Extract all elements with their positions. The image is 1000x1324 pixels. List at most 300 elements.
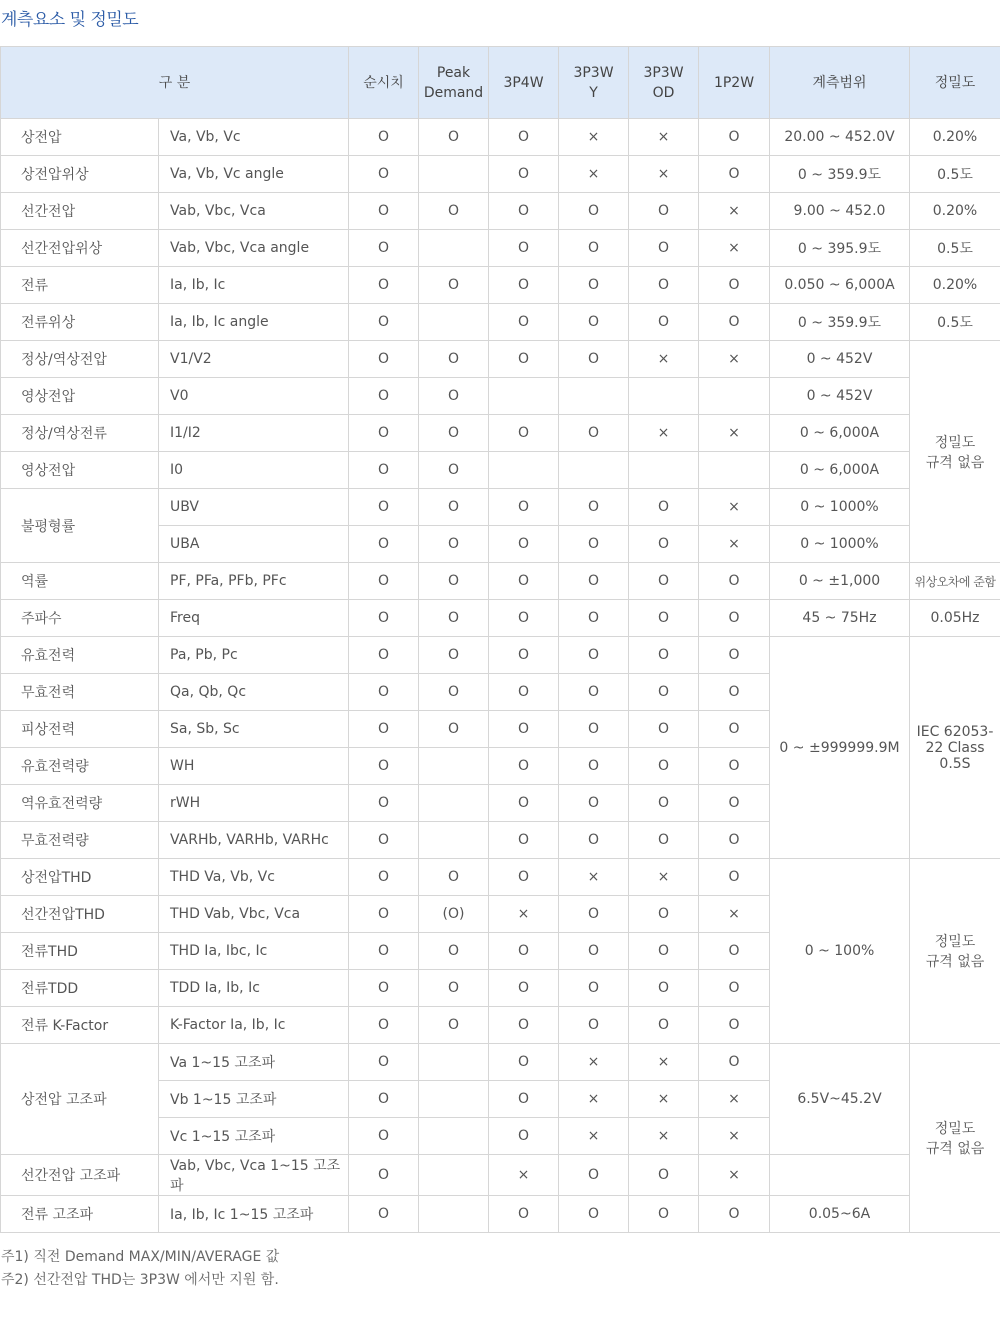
support-mark: O — [489, 637, 559, 674]
header-col: 3P3W Y — [559, 47, 629, 119]
support-mark — [629, 378, 699, 415]
row-symbol: Va, Vb, Vc — [159, 119, 349, 156]
support-mark: O — [489, 193, 559, 230]
row-name: 불평형률 — [1, 489, 159, 563]
measurement-spec-table — [0, 46, 1000, 1233]
row-symbol: THD Vab, Vbc, Vca — [159, 896, 349, 933]
table-row — [1, 267, 1000, 304]
support-mark: O — [629, 1196, 699, 1233]
support-mark: O — [699, 600, 770, 637]
support-mark: × — [629, 119, 699, 156]
support-mark: O — [419, 378, 489, 415]
support-mark: O — [559, 489, 629, 526]
support-mark: O — [629, 1007, 699, 1044]
row-name: 전류TDD — [1, 970, 159, 1007]
row-range: 0 ~ 6,000A — [770, 415, 910, 452]
support-mark: O — [489, 674, 559, 711]
support-mark: O — [349, 489, 419, 526]
support-mark: O — [489, 415, 559, 452]
row-symbol: Vab, Vbc, Vca 1~15 고조파 — [159, 1155, 349, 1196]
row-symbol: PF, PFa, PFb, PFc — [159, 563, 349, 600]
support-mark: O — [699, 119, 770, 156]
row-range: 0 ~ 1000% — [770, 489, 910, 526]
support-mark: × — [699, 230, 770, 267]
support-mark: O — [489, 119, 559, 156]
row-accuracy: 정밀도 규격 없음 — [910, 341, 1000, 563]
support-mark: O — [559, 785, 629, 822]
support-mark: O — [699, 267, 770, 304]
table-row — [1, 378, 1000, 415]
support-mark: O — [419, 674, 489, 711]
support-mark: O — [699, 637, 770, 674]
support-mark: × — [699, 415, 770, 452]
support-mark: O — [419, 600, 489, 637]
support-mark: O — [349, 415, 419, 452]
support-mark: O — [349, 563, 419, 600]
row-symbol: Va 1~15 고조파 — [159, 1044, 349, 1081]
support-mark: O — [629, 489, 699, 526]
row-name: 정상/역상전압 — [1, 341, 159, 378]
row-symbol: I0 — [159, 452, 349, 489]
support-mark: O — [629, 230, 699, 267]
support-mark: O — [559, 341, 629, 378]
row-range: 45 ~ 75Hz — [770, 600, 910, 637]
support-mark: O — [419, 489, 489, 526]
support-mark: O — [489, 526, 559, 563]
row-symbol: Vb 1~15 고조파 — [159, 1081, 349, 1118]
support-mark: O — [559, 526, 629, 563]
support-mark — [419, 822, 489, 859]
row-symbol: Vc 1~15 고조파 — [159, 1118, 349, 1155]
row-range: 9.00 ~ 452.0 — [770, 193, 910, 230]
support-mark: O — [699, 859, 770, 896]
support-mark: O — [699, 785, 770, 822]
support-mark: O — [349, 859, 419, 896]
row-accuracy: 0.20% — [910, 119, 1000, 156]
header-col: 3P3W OD — [629, 47, 699, 119]
support-mark — [559, 452, 629, 489]
support-mark: O — [629, 1155, 699, 1196]
support-mark: O — [629, 267, 699, 304]
row-symbol: UBA — [159, 526, 349, 563]
support-mark: O — [699, 674, 770, 711]
row-range: 0 ~ 1000% — [770, 526, 910, 563]
support-mark: O — [699, 1007, 770, 1044]
support-mark: O — [349, 1155, 419, 1196]
row-name: 정상/역상전류 — [1, 415, 159, 452]
support-mark: × — [629, 1081, 699, 1118]
table-header-row — [1, 47, 1000, 119]
support-mark: × — [699, 193, 770, 230]
support-mark: O — [419, 119, 489, 156]
support-mark: O — [419, 341, 489, 378]
support-mark: O — [419, 711, 489, 748]
support-mark: O — [349, 1081, 419, 1118]
support-mark: O — [489, 156, 559, 193]
support-mark: O — [349, 119, 419, 156]
support-mark: O — [629, 970, 699, 1007]
support-mark: O — [349, 1044, 419, 1081]
row-name: 상전압 고조파 — [1, 1044, 159, 1155]
support-mark: O — [629, 674, 699, 711]
row-name: 전류 K-Factor — [1, 1007, 159, 1044]
support-mark: O — [699, 304, 770, 341]
row-range: 0 ~ 452V — [770, 378, 910, 415]
support-mark: O — [629, 526, 699, 563]
row-symbol: Qa, Qb, Qc — [159, 674, 349, 711]
support-mark: O — [489, 1044, 559, 1081]
row-range: 0 ~ 359.9도 — [770, 156, 910, 193]
support-mark: O — [349, 378, 419, 415]
support-mark: O — [699, 563, 770, 600]
support-mark: O — [629, 896, 699, 933]
support-mark: O — [629, 600, 699, 637]
support-mark: O — [489, 711, 559, 748]
row-name: 주파수 — [1, 600, 159, 637]
support-mark: O — [559, 896, 629, 933]
row-name: 역유효전력량 — [1, 785, 159, 822]
row-accuracy: 정밀도 규격 없음 — [910, 1044, 1000, 1233]
support-mark: O — [349, 970, 419, 1007]
support-mark: O — [349, 711, 419, 748]
support-mark: O — [699, 711, 770, 748]
support-mark — [419, 748, 489, 785]
table-row — [1, 1155, 1000, 1196]
support-mark: O — [629, 711, 699, 748]
row-name: 전류 — [1, 267, 159, 304]
support-mark: O — [349, 1196, 419, 1233]
table-row — [1, 193, 1000, 230]
support-mark: O — [349, 156, 419, 193]
row-name: 상전압위상 — [1, 156, 159, 193]
row-name: 상전압THD — [1, 859, 159, 896]
row-symbol: I1/I2 — [159, 415, 349, 452]
support-mark: × — [699, 526, 770, 563]
support-mark — [419, 156, 489, 193]
table-row — [1, 341, 1000, 378]
support-mark: O — [699, 156, 770, 193]
row-name: 영상전압 — [1, 452, 159, 489]
row-symbol: THD Ia, Ibc, Ic — [159, 933, 349, 970]
support-mark: × — [559, 119, 629, 156]
row-range: 20.00 ~ 452.0V — [770, 119, 910, 156]
row-symbol: Sa, Sb, Sc — [159, 711, 349, 748]
row-accuracy: 0.5도 — [910, 156, 1000, 193]
header-category: 구 분 — [1, 47, 349, 119]
support-mark: O — [419, 563, 489, 600]
table-row — [1, 304, 1000, 341]
support-mark: O — [419, 933, 489, 970]
support-mark: O — [559, 637, 629, 674]
support-mark: O — [489, 933, 559, 970]
row-accuracy: 0.20% — [910, 267, 1000, 304]
support-mark: × — [559, 156, 629, 193]
support-mark: O — [419, 970, 489, 1007]
support-mark — [489, 452, 559, 489]
support-mark: O — [349, 674, 419, 711]
support-mark: O — [489, 785, 559, 822]
row-accuracy: 0.20% — [910, 193, 1000, 230]
support-mark: O — [699, 822, 770, 859]
row-symbol: VARHb, VARHb, VARHc — [159, 822, 349, 859]
support-mark — [489, 378, 559, 415]
support-mark: O — [349, 230, 419, 267]
support-mark: O — [559, 1007, 629, 1044]
row-symbol: rWH — [159, 785, 349, 822]
support-mark: O — [489, 748, 559, 785]
row-symbol: UBV — [159, 489, 349, 526]
support-mark: O — [489, 304, 559, 341]
support-mark: O — [419, 1007, 489, 1044]
row-symbol: Vab, Vbc, Vca angle — [159, 230, 349, 267]
support-mark: O — [629, 304, 699, 341]
support-mark: O — [349, 452, 419, 489]
support-mark: O — [559, 674, 629, 711]
support-mark: × — [629, 1118, 699, 1155]
header-col: 정밀도 — [910, 47, 1000, 119]
row-accuracy: 0.5도 — [910, 230, 1000, 267]
support-mark: O — [559, 933, 629, 970]
support-mark: O — [559, 230, 629, 267]
support-mark: × — [699, 1081, 770, 1118]
support-mark — [419, 1044, 489, 1081]
support-mark: (O) — [419, 896, 489, 933]
header-col: 순시치 — [349, 47, 419, 119]
row-name: 무효전력량 — [1, 822, 159, 859]
support-mark: O — [349, 748, 419, 785]
support-mark: × — [699, 489, 770, 526]
row-accuracy: 0.05Hz — [910, 600, 1000, 637]
support-mark: × — [699, 341, 770, 378]
support-mark: O — [559, 1155, 629, 1196]
support-mark: × — [489, 896, 559, 933]
support-mark: O — [629, 563, 699, 600]
support-mark: O — [489, 970, 559, 1007]
row-symbol: TDD Ia, Ib, Ic — [159, 970, 349, 1007]
page-title: 계측요소 및 정밀도 — [1, 10, 139, 30]
support-mark: O — [699, 933, 770, 970]
support-mark: O — [419, 637, 489, 674]
support-mark: O — [699, 748, 770, 785]
support-mark: O — [629, 748, 699, 785]
row-name: 피상전력 — [1, 711, 159, 748]
header-col: 3P4W — [489, 47, 559, 119]
header-col: Peak Demand — [419, 47, 489, 119]
support-mark — [419, 304, 489, 341]
row-range: 0 ~ 6,000A — [770, 452, 910, 489]
support-mark: O — [629, 637, 699, 674]
support-mark: O — [489, 489, 559, 526]
table-row — [1, 452, 1000, 489]
row-accuracy: 0.5도 — [910, 304, 1000, 341]
row-name: 유효전력 — [1, 637, 159, 674]
support-mark: O — [559, 970, 629, 1007]
support-mark: × — [699, 1155, 770, 1196]
support-mark: O — [629, 933, 699, 970]
support-mark: O — [489, 1118, 559, 1155]
support-mark — [699, 452, 770, 489]
row-range: 0.05~6A — [770, 1196, 910, 1233]
row-symbol: Ia, Ib, Ic angle — [159, 304, 349, 341]
support-mark: O — [489, 1007, 559, 1044]
row-name: 선간전압THD — [1, 896, 159, 933]
table-row — [1, 563, 1000, 600]
support-mark: × — [629, 1044, 699, 1081]
row-accuracy: IEC 62053- 22 Class 0.5S — [910, 637, 1000, 859]
table-row — [1, 230, 1000, 267]
row-name: 전류 고조파 — [1, 1196, 159, 1233]
support-mark — [419, 785, 489, 822]
support-mark: O — [489, 822, 559, 859]
support-mark: O — [349, 785, 419, 822]
support-mark: × — [699, 1118, 770, 1155]
support-mark: O — [349, 341, 419, 378]
row-range: 0.050 ~ 6,000A — [770, 267, 910, 304]
footnotes — [1, 1246, 279, 1292]
table-row — [1, 156, 1000, 193]
support-mark: O — [559, 415, 629, 452]
support-mark — [419, 230, 489, 267]
support-mark: × — [559, 1081, 629, 1118]
support-mark: O — [419, 193, 489, 230]
support-mark: O — [559, 267, 629, 304]
row-symbol: Freq — [159, 600, 349, 637]
support-mark: O — [559, 193, 629, 230]
support-mark: O — [419, 526, 489, 563]
support-mark: O — [489, 1196, 559, 1233]
row-symbol: V0 — [159, 378, 349, 415]
support-mark: O — [489, 230, 559, 267]
header-col: 1P2W — [699, 47, 770, 119]
row-range: 0 ~ 100% — [770, 859, 910, 1044]
support-mark: × — [629, 415, 699, 452]
support-mark: O — [349, 1118, 419, 1155]
support-mark: O — [489, 563, 559, 600]
support-mark: × — [559, 1044, 629, 1081]
support-mark: O — [559, 563, 629, 600]
support-mark: O — [419, 452, 489, 489]
row-name: 무효전력 — [1, 674, 159, 711]
row-symbol: WH — [159, 748, 349, 785]
support-mark: O — [489, 341, 559, 378]
support-mark — [629, 452, 699, 489]
footnote: 주2) 선간전압 THD는 3P3W 에서만 지원 함. — [1, 1272, 279, 1288]
support-mark: × — [629, 156, 699, 193]
row-range: 0 ~ ±1,000 — [770, 563, 910, 600]
table-row — [1, 119, 1000, 156]
support-mark: O — [629, 785, 699, 822]
header-col: 계측범위 — [770, 47, 910, 119]
row-accuracy: 위상오차에 준함 — [910, 563, 1000, 600]
row-range: 0 ~ 395.9도 — [770, 230, 910, 267]
row-range: 6.5V~45.2V — [770, 1044, 910, 1155]
support-mark: O — [559, 748, 629, 785]
row-symbol: V1/V2 — [159, 341, 349, 378]
row-symbol: Ia, Ib, Ic 1~15 고조파 — [159, 1196, 349, 1233]
support-mark: O — [419, 415, 489, 452]
row-symbol: Pa, Pb, Pc — [159, 637, 349, 674]
row-range: 0 ~ 452V — [770, 341, 910, 378]
table-row — [1, 1044, 1000, 1081]
row-symbol: Vab, Vbc, Vca — [159, 193, 349, 230]
support-mark: O — [489, 1081, 559, 1118]
support-mark: × — [699, 896, 770, 933]
support-mark: O — [629, 193, 699, 230]
support-mark: O — [349, 933, 419, 970]
support-mark: O — [349, 304, 419, 341]
table-row — [1, 489, 1000, 526]
support-mark: O — [349, 600, 419, 637]
row-name: 전류위상 — [1, 304, 159, 341]
table-row — [1, 1196, 1000, 1233]
support-mark — [419, 1081, 489, 1118]
support-mark: O — [489, 600, 559, 637]
support-mark: × — [489, 1155, 559, 1196]
support-mark: O — [559, 600, 629, 637]
support-mark: × — [559, 1118, 629, 1155]
support-mark — [419, 1155, 489, 1196]
table-row — [1, 415, 1000, 452]
row-name: 선간전압 — [1, 193, 159, 230]
support-mark: O — [559, 711, 629, 748]
support-mark: O — [349, 526, 419, 563]
support-mark: O — [349, 193, 419, 230]
support-mark — [559, 378, 629, 415]
footnote: 주1) 직전 Demand MAX/MIN/AVERAGE 값 — [1, 1249, 280, 1265]
support-mark: O — [349, 637, 419, 674]
support-mark: O — [489, 267, 559, 304]
support-mark: O — [699, 1196, 770, 1233]
support-mark: O — [349, 896, 419, 933]
row-name: 선간전압위상 — [1, 230, 159, 267]
row-range: 0 ~ ±999999.9M — [770, 637, 910, 859]
support-mark: × — [629, 859, 699, 896]
row-symbol: K-Factor Ia, Ib, Ic — [159, 1007, 349, 1044]
row-name: 역률 — [1, 563, 159, 600]
table-row — [1, 859, 1000, 896]
table-row — [1, 637, 1000, 674]
row-symbol: Va, Vb, Vc angle — [159, 156, 349, 193]
support-mark: O — [559, 822, 629, 859]
support-mark — [419, 1118, 489, 1155]
row-symbol: THD Va, Vb, Vc — [159, 859, 349, 896]
support-mark — [699, 378, 770, 415]
support-mark: O — [699, 970, 770, 1007]
table-row — [1, 600, 1000, 637]
support-mark — [419, 1196, 489, 1233]
support-mark: O — [559, 1196, 629, 1233]
support-mark: O — [559, 304, 629, 341]
support-mark: × — [559, 859, 629, 896]
row-name: 영상전압 — [1, 378, 159, 415]
support-mark: O — [419, 859, 489, 896]
support-mark: O — [419, 267, 489, 304]
row-name: 상전압 — [1, 119, 159, 156]
support-mark: O — [349, 1007, 419, 1044]
support-mark: × — [629, 341, 699, 378]
support-mark: O — [349, 822, 419, 859]
row-accuracy: 정밀도 규격 없음 — [910, 859, 1000, 1044]
row-range: 0 ~ 359.9도 — [770, 304, 910, 341]
support-mark: O — [699, 1044, 770, 1081]
support-mark: O — [629, 822, 699, 859]
row-name: 전류THD — [1, 933, 159, 970]
row-name: 유효전력량 — [1, 748, 159, 785]
row-name: 선간전압 고조파 — [1, 1155, 159, 1196]
row-range — [770, 1155, 910, 1196]
row-symbol: Ia, Ib, Ic — [159, 267, 349, 304]
support-mark: O — [349, 267, 419, 304]
